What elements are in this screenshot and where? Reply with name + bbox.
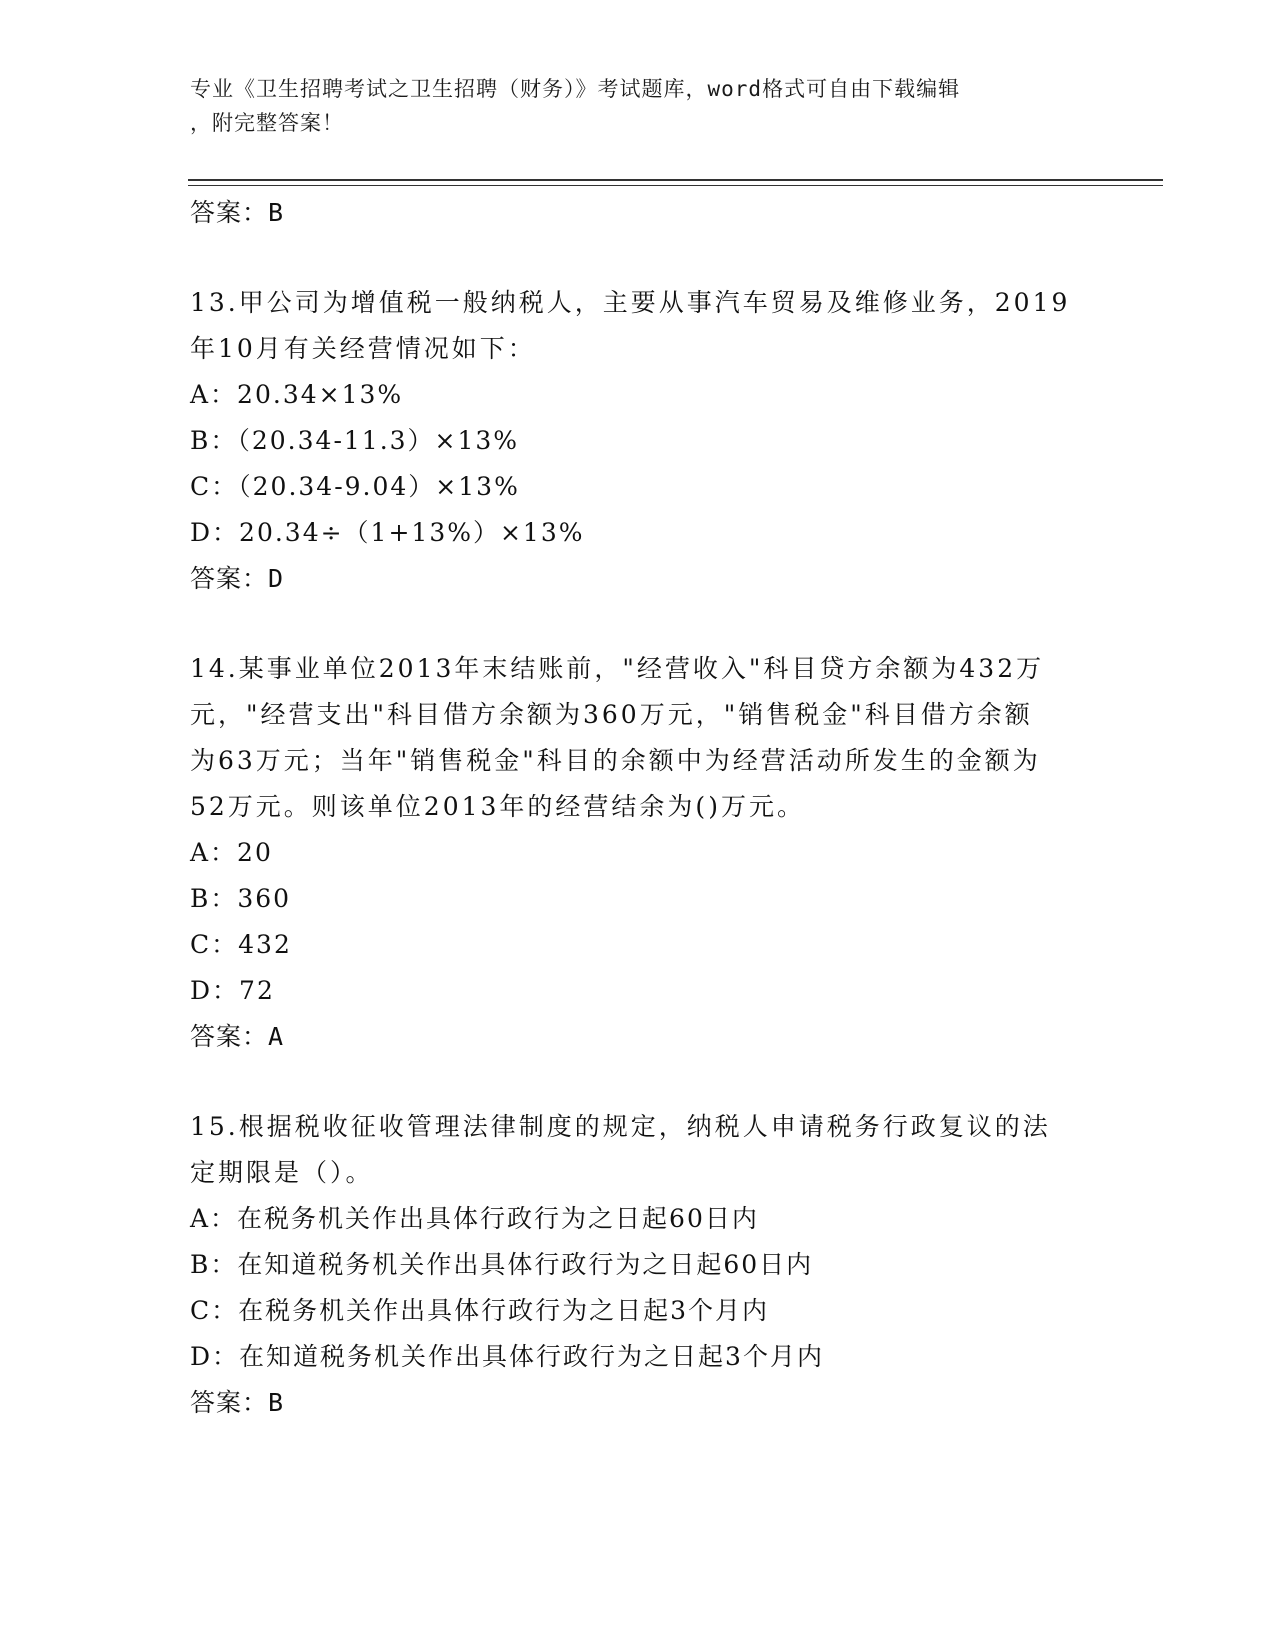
- option-b: B：（20.34-11.3）×13%: [190, 426, 520, 455]
- header-line-2: ，附完整答案！: [190, 111, 344, 135]
- header-divider-thick: [188, 179, 1163, 181]
- option-d: D：20.34÷（1+13%）×13%: [190, 518, 585, 547]
- question-stem-line: 为63万元；当年"销售税金"科目的余额中为经营活动所发生的金额为: [190, 746, 1041, 775]
- question-15: [190, 1104, 1090, 1426]
- question-stem-line: 14.某事业单位2013年末结账前，"经营收入"科目贷方余额为432万: [190, 654, 1045, 683]
- document-body: [190, 190, 1090, 1426]
- question-stem-line: 年10月有关经营情况如下：: [190, 334, 536, 363]
- header-divider-thin: [188, 185, 1163, 186]
- answer: 答案：B: [190, 1388, 285, 1417]
- document-header: [190, 72, 1070, 140]
- previous-answer: 答案：B: [190, 198, 285, 227]
- option-b: B：360: [190, 884, 292, 913]
- option-c: C：在税务机关作出具体行政行为之日起3个月内: [190, 1296, 770, 1325]
- option-a: A：20.34×13%: [190, 380, 404, 409]
- answer: 答案：A: [190, 1022, 285, 1051]
- question-stem-line: 52万元。则该单位2013年的经营结余为()万元。: [190, 792, 805, 821]
- option-b: B：在知道税务机关作出具体行政行为之日起60日内: [190, 1250, 814, 1279]
- option-c: C：432: [190, 930, 292, 959]
- question-stem-line: 定期限是（）。: [190, 1158, 374, 1187]
- question-stem-line: 13.甲公司为增值税一般纳税人，主要从事汽车贸易及维修业务，2019: [190, 288, 1071, 317]
- question-stem-line: 15.根据税收征收管理法律制度的规定，纳税人申请税务行政复议的法: [190, 1112, 1051, 1141]
- option-d: D：72: [190, 976, 275, 1005]
- question-13: [190, 280, 1090, 602]
- option-d: D：在知道税务机关作出具体行政行为之日起3个月内: [190, 1342, 824, 1371]
- answer: 答案：D: [190, 564, 285, 593]
- question-14: [190, 646, 1090, 1060]
- option-c: C：（20.34-9.04）×13%: [190, 472, 520, 501]
- previous-answer-block: [190, 190, 1090, 236]
- option-a: A：20: [190, 838, 273, 867]
- option-a: A：在税务机关作出具体行政行为之日起60日内: [190, 1204, 759, 1233]
- question-stem-line: 元，"经营支出"科目借方余额为360万元，"销售税金"科目借方余额: [190, 700, 1033, 729]
- header-line-1: 专业《卫生招聘考试之卫生招聘（财务）》考试题库，word格式可自由下载编辑: [190, 77, 961, 101]
